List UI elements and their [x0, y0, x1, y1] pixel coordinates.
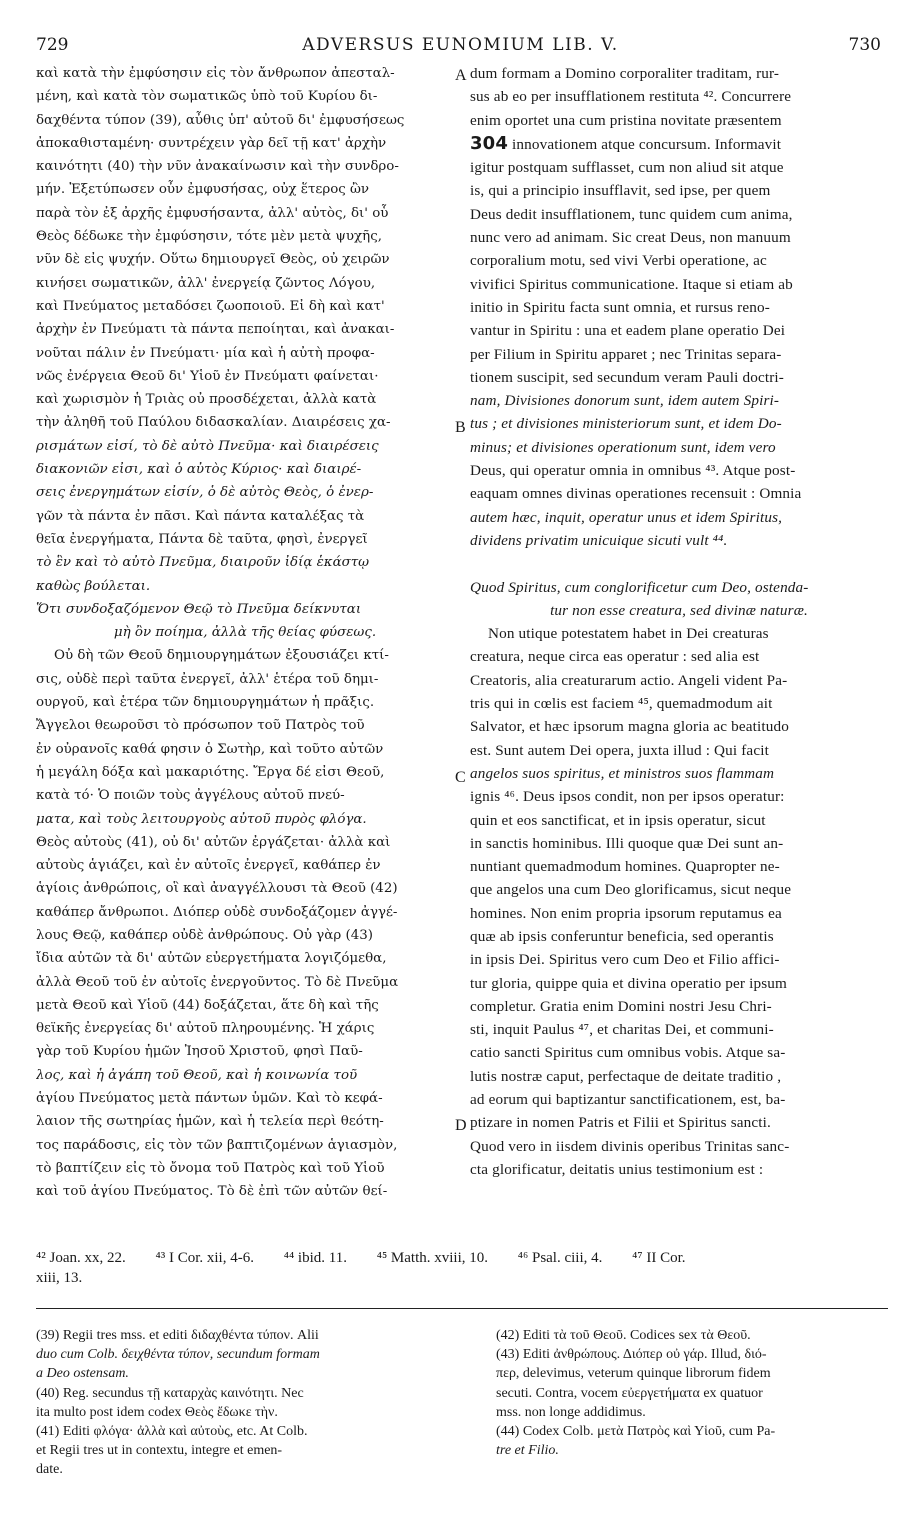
text-line: enim oportet una cum pristina novitate præsentem: [470, 111, 782, 129]
text-line: catio sancti Spiritus cum omnibus vobis. Atque sa-: [470, 1044, 786, 1062]
text-line: νοῦται πάλιν ἐν Πνεύματι· μία καὶ ἡ αὐτὴ προφα-: [36, 345, 375, 361]
text-line: homines. Non enim propria ipsorum reputamus ea: [470, 904, 782, 922]
note-line: et Regii tres ut in contextu, integre et emen-: [36, 1443, 283, 1459]
note-line: secuti. Contra, vocem εὐεργετήματα ex quatuor: [496, 1385, 763, 1401]
text-line: μένη, καὶ κατὰ τὸν σωματικῶς ὑπὸ τοῦ Κυρίου δι-: [36, 89, 378, 105]
note-line: ita multo post idem codex Θεὸς ἔδωκε τὴν.: [36, 1404, 278, 1420]
text-line: Quod vero in iisdem divinis operibus Trinitas sanc-: [470, 1137, 790, 1155]
note-line: a Deo ostensam.: [36, 1366, 129, 1382]
text-line: ignis ⁴⁶. Deus ipsos condit, non per ipsos operatur:: [470, 788, 785, 806]
text-line: καὶ κατὰ τὴν ἐμφύσησιν εἰς τὸν ἄνθρωπον ἀπεσταλ-: [36, 66, 395, 81]
text-line: in sanctis hominibus. Illi quoque quæ Dei sunt an-: [470, 834, 784, 852]
text-line: ἁγίοις ἀνθρώποις, οἳ καὶ ἀναγγέλλουσι τὰ Θεοῦ (42): [36, 881, 398, 897]
text-line: eaquam omnes divinas operationes recensuit : Omnia: [470, 485, 802, 503]
text-line: Οὐ δὴ τῶν Θεοῦ δημιουργημάτων ἐξουσιάζει κτί-: [54, 648, 389, 664]
text-line: quin et eos sanctificat, et in ipsis operatur, sicut: [470, 811, 766, 829]
note-line: date.: [36, 1462, 63, 1478]
text-line: καινότητι (40) τὴν νῦν ἀνακαίνωσιν καὶ τὴν συνδρο-: [36, 159, 399, 175]
text-line: in ipsis Dei. Spiritus vero cum Deo et Filio affici-: [470, 951, 780, 969]
text-line: vantur in Spiritu : una et eadem plane operatio Dei: [470, 322, 786, 340]
text-line: dum formam a Domino corporaliter traditam, rur-: [470, 65, 780, 82]
text-line: γὰρ τοῦ Κυρίου ἡμῶν Ἰησοῦ Χριστοῦ, φησὶ Παῦ-: [36, 1044, 363, 1060]
margin-marker: D: [455, 1117, 467, 1134]
text-line: διακονιῶν εἰσι, καὶ ὁ αὐτὸς Κύριος· καὶ διαιρέ-: [36, 462, 362, 478]
text-line: [470, 552, 888, 575]
text-line: δαχθέντα τύπον (39), αὖθις ὑπ' αὐτοῦ δι' ἐμφυσήσεως: [36, 112, 405, 128]
text-line: ρισμάτων εἰσί, τὸ δὲ αὐτὸ Πνεῦμα· καὶ διαιρέσεις: [36, 438, 379, 454]
marginal-number: 304: [470, 132, 509, 154]
text-line: tionem suscipit, sed secundum veram Pauli doctri-: [470, 368, 784, 386]
text-line: 304 innovationem atque concursum. Informavit: [470, 132, 782, 154]
text-line: καὶ χωρισμὸν ἡ Τριὰς οὐ προσδέχεται, ἀλλὰ κατὰ: [36, 392, 377, 408]
text-line: Deus dedit insufflationem, tunc quidem cum anima,: [470, 205, 793, 223]
text-line: dividens privatim unicuique sicuti vult ⁴⁴.: [470, 531, 728, 549]
footnote: ⁴² Joan. xx, 22.: [36, 1250, 126, 1266]
text-line: Non utique potestatem habet in Dei creaturas: [488, 625, 769, 643]
text-line: ἀλλὰ Θεοῦ τοῦ ἐν αὐτοῖς ἐνεργοῦντος. Τὸ δὲ Πνεῦμα: [36, 974, 399, 990]
text-line: Θεὸς αὐτοὺς (41), οὐ δι' αὐτῶν ἐργάζεται· ἀλλὰ καὶ: [36, 834, 391, 850]
section-heading-greek: Ὅτι συνδοξαζόμενον Θεῷ τὸ Πνεῦμα δείκνυται: [36, 601, 362, 617]
text-line: τος παράδοσις, εἰς τὸν τῶν βαπτιζομένων ἁγιασμὸν,: [36, 1137, 398, 1153]
note-line: tre et Filio.: [496, 1443, 559, 1459]
text-line: cta glorificatur, deitatis unius testimonium est :: [470, 1160, 764, 1178]
text-line: αὐτοὺς ἁγιάζει, καὶ ἐν αὐτοῖς ἐνεργεῖ, καθάπερ ἐν: [36, 858, 381, 874]
text-line: ἐν οὐρανοῖς καθά φησιν ὁ Σωτὴρ, καὶ τοῦτο αὐτῶν: [36, 741, 384, 757]
text-line: ἀρχὴν ἐν Πνεύματι τὰ πάντα πεποίηται, καὶ ἀνακαι-: [36, 322, 395, 338]
text-line: λος, καὶ ἡ ἀγάπη τοῦ Θεοῦ, καὶ ἡ κοινωνία τοῦ: [36, 1067, 358, 1083]
text-line: νῶς ἐνέργεια Θεοῦ δι' Υἱοῦ ἐν Πνεύματι φαίνεται·: [36, 368, 379, 384]
section-heading-greek: μὴ ὂν ποίημα, ἀλλὰ τῆς θείας φύσεως.: [113, 625, 377, 641]
note-line: (40) Reg. secundus τῇ καταρχὰς καινότητι. Nec: [36, 1385, 304, 1401]
text-line: lutis nostræ caput, perfectaque de deitate traditio ,: [470, 1067, 782, 1085]
note-line: (44) Codex Colb. μετὰ Πατρὸς καὶ Υἱοῦ, cum Pa-: [496, 1424, 776, 1440]
note-line: (43) Editi ἀνθρώπους. Διόπερ οὐ γάρ. Illud, διό-: [496, 1347, 767, 1363]
footnote: ⁴³ I Cor. xii, 4-6.: [155, 1250, 254, 1266]
section-heading-latin: Quod Spiritus, cum conglorificetur cum Deo, ostenda-: [470, 578, 809, 596]
text-line: igitur postquam sufflasset, cum non aliud sit atque: [470, 159, 784, 177]
text-line: autem hæc, inquit, operatur unus et idem Spiritus,: [470, 508, 783, 526]
text-line: quæ ab ipsis conferuntur beneficia, sed operantis: [470, 927, 774, 945]
text-line: que angelos una cum Deo glorificamus, sicut neque: [470, 881, 792, 899]
note-line: (41) Editi φλόγα· ἀλλὰ καὶ αὐτοὺς, etc. At Colb.: [36, 1424, 308, 1440]
text-line: θεϊκῆς ἐνεργείας δι' αὐτοῦ πληρουμένης. Ἡ χάρις: [36, 1021, 375, 1037]
text-line: completur. Gratia enim Domini nostri Jesu Chri-: [470, 997, 772, 1015]
text-line: ἡ μεγάλη δόξα καὶ μακαριότης. Ἔργα δέ εἰσι Θεοῦ,: [36, 764, 385, 780]
footnote: ⁴⁶ Psal. ciii, 4.: [517, 1250, 603, 1266]
page-number-right: 730: [848, 35, 881, 55]
text-line: καὶ Πνεύματος μεταδόσει ζωοποιοῦ. Εἰ δὴ καὶ κατ': [36, 298, 385, 314]
margin-marker: B: [455, 419, 466, 436]
text-line: est. Sunt autem Dei opera, juxta illud : Qui facit: [470, 741, 769, 759]
text-line: tris qui in cœlis est faciem ⁴⁵, quemadmodum ait: [470, 695, 773, 713]
text-line: κινήσει σωματικῶν, ἀλλ' ἐνεργείᾳ ζῶντος Λόγου,: [36, 275, 376, 291]
note-line: duo cum Colb. δειχθέντα τύπον, secundum formam: [36, 1347, 320, 1363]
footnote: ⁴⁵ Matth. xviii, 10.: [376, 1250, 489, 1266]
scripture-footnotes: [36, 1248, 888, 1288]
section-heading-latin: tur non esse creatura, sed divinæ naturæ.: [550, 601, 808, 619]
text-line: κατὰ τό· Ὁ ποιῶν τοὺς ἀγγέλους αὐτοῦ πνεύ-: [36, 788, 345, 804]
text-line: γῶν τὰ πάντα ἐν πᾶσι. Καὶ πάντα καταλέξας τὰ: [36, 508, 365, 524]
text-line: μετὰ Θεοῦ καὶ Υἱοῦ (44) δοξάζεται, ἅτε δὴ καὶ τῆς: [36, 997, 379, 1013]
text-line: λους Θεῷ, καθάπερ οὐδὲ ἀνθρώπους. Οὐ γὰρ (43): [36, 927, 373, 943]
text-line: nuntiant quemadmodum homines. Quapropter ne-: [470, 858, 780, 876]
text-line: vivifici Spiritus communicatione. Itaque si etiam ab: [470, 275, 793, 293]
text-line: νῦν δὲ εἰς ψυχήν. Οὕτω δημιουργεῖ Θεὸς, οὐ χειρῶν: [36, 252, 390, 268]
text-line: ptizare in nomen Patris et Filii et Spiritus sancti.: [470, 1114, 771, 1132]
text-line: καὶ τοῦ ἁγίου Πνεύματος. Τὸ δὲ ἐπὶ τῶν αὐτῶν θεί-: [36, 1184, 388, 1200]
text-line: initio in Spiritu facta sunt omnia, et rursus reno-: [470, 298, 770, 316]
text-line: nunc vero ad animam. Sic creat Deus, non manuum: [470, 229, 791, 247]
text-line: τὴν ἀληθῆ τοῦ Παύλου διδασκαλίαν. Διαιρέσεις χα-: [36, 415, 391, 431]
text-line: καθάπερ ἄνθρωποι. Διόπερ οὐδὲ συνδοξάζομεν ἀγγέ-: [36, 904, 398, 920]
text-line: ματα, καὶ τοὺς λειτουργοὺς αὐτοῦ πυρὸς φλόγα.: [36, 811, 367, 827]
text-line: τὸ βαπτίζειν εἰς τὸ ὄνομα τοῦ Πατρὸς καὶ τοῦ Υἱοῦ: [36, 1160, 385, 1176]
running-title: ADVERSUS EUNOMIUM LIB. V.: [302, 35, 619, 55]
text-line: μήν. Ἐξετύπωσεν οὖν ἐμφυσήσας, οὐχ ἕτερος ὢν: [36, 182, 370, 198]
divider: [36, 1308, 888, 1309]
text-line: σεις ἐνεργημάτων εἰσίν, ὁ δὲ αὐτὸς Θεὸς, ὁ ἐνερ-: [36, 485, 374, 501]
text-line: is, qui a principio insufflavit, sed ipse, per quem: [470, 182, 771, 200]
note-line: (42) Editi τὰ τοῦ Θεοῦ. Codices sex τὰ Θεοῦ.: [496, 1328, 751, 1343]
text-line: θεῖα ἐνεργήματα, Πάντα δὲ ταῦτα, φησὶ, ἐνεργεῖ: [36, 531, 368, 547]
footnote: ⁴⁷ II Cor.: [632, 1250, 686, 1266]
text-line: παρὰ τὸν ἐξ ἀρχῆς ἐμφυσήσαντα, ἀλλ' αὐτὸς, δι' οὗ: [36, 205, 389, 221]
text-line: ad eorum qui baptizantur sanctificationem, est, ba-: [470, 1091, 786, 1109]
text-line: Ἄγγελοι θεωροῦσι τὸ πρόσωπον τοῦ Πατρὸς τοῦ: [36, 718, 365, 734]
text-line: ουργοῦ, καὶ ἑτέρα τῶν δημιουργημάτων ἡ πρᾶξις.: [36, 695, 375, 711]
greek-text-column: [36, 62, 454, 1204]
latin-text-column: [470, 62, 888, 1181]
text-line: Salvator, et hæc ipsorum magna gloria ac beatitudo: [470, 718, 789, 736]
text-line: σις, οὐδὲ περὶ ταῦτα ἐνεργεῖ, ἀλλ' ἑτέρα τοῦ δημι-: [36, 671, 379, 687]
margin-marker: A: [455, 67, 467, 84]
note-line: (39) Regii tres mss. et editi διδαχθέντα τύπον. Alii: [36, 1328, 319, 1343]
editorial-notes-right: [496, 1326, 888, 1460]
text-line: angelos suos spiritus, et ministros suos flammam: [470, 764, 775, 782]
text-line: nam, Divisiones donorum sunt, idem autem Spiri-: [470, 392, 780, 410]
text-line: Θεὸς δέδωκε τὴν ἐμφύσησιν, τότε μὲν μετὰ ψυχῆς,: [36, 229, 382, 245]
text-line: ἁγίου Πνεύματος μετὰ πάντων ὑμῶν. Καὶ τὸ κεφά-: [36, 1091, 383, 1107]
text-line: Creatoris, alia creaturarum actio. Angeli vident Pa-: [470, 671, 788, 689]
footnote-continuation: xiii, 13.: [36, 1270, 83, 1286]
text-line: καθὼς βούλεται.: [36, 578, 151, 594]
page-number-left: 729: [36, 35, 69, 55]
editorial-notes-left: [36, 1326, 451, 1480]
footnote: ⁴⁴ ibid. 11.: [283, 1250, 347, 1266]
text-line: minus; et divisiones operationum sunt, idem vero: [470, 438, 776, 456]
note-line: περ, delevimus, veterum quinque librorum fidem: [496, 1366, 771, 1382]
note-line: mss. non longe addidimus.: [496, 1404, 646, 1420]
text-line: τὸ ἓν καὶ τὸ αὐτὸ Πνεῦμα, διαιροῦν ἰδίᾳ ἑκάστῳ: [36, 555, 370, 571]
text-line: sus ab eo per insufflationem restituta ⁴². Concurrere: [470, 88, 792, 106]
text-line: ἴδια αὐτῶν τὰ δι' αὐτῶν εὐεργετήματα λογιζόμεθα,: [36, 951, 387, 967]
text-line: tur gloria, quippe quia et divina operatio per ipsum: [470, 974, 787, 992]
text-line: ἀποκαθισταμένη· συντρέχειν γὰρ δεῖ τῇ κατ' ἀρχὴν: [36, 135, 387, 151]
text-line: Deus, qui operatur omnia in omnibus ⁴³. Atque post-: [470, 462, 796, 480]
text-line: creatura, neque circa eas operatur : sed alia est: [470, 648, 760, 666]
text-line: per Filium in Spiritu apparet ; nec Trinitas separa-: [470, 345, 782, 363]
text-line: tus ; et divisiones ministeriorum sunt, et idem Do-: [470, 415, 782, 433]
margin-marker: C: [455, 769, 466, 786]
text-line: λαιον τῆς σωτηρίας ἡμῶν, καὶ ἡ τελεία περὶ θεότη-: [36, 1114, 384, 1130]
text-line: sti, inquit Paulus ⁴⁷, et charitas Dei, et communi-: [470, 1021, 774, 1039]
text-line: corporalium motu, sed vivi Verbi operatione, ac: [470, 252, 767, 270]
